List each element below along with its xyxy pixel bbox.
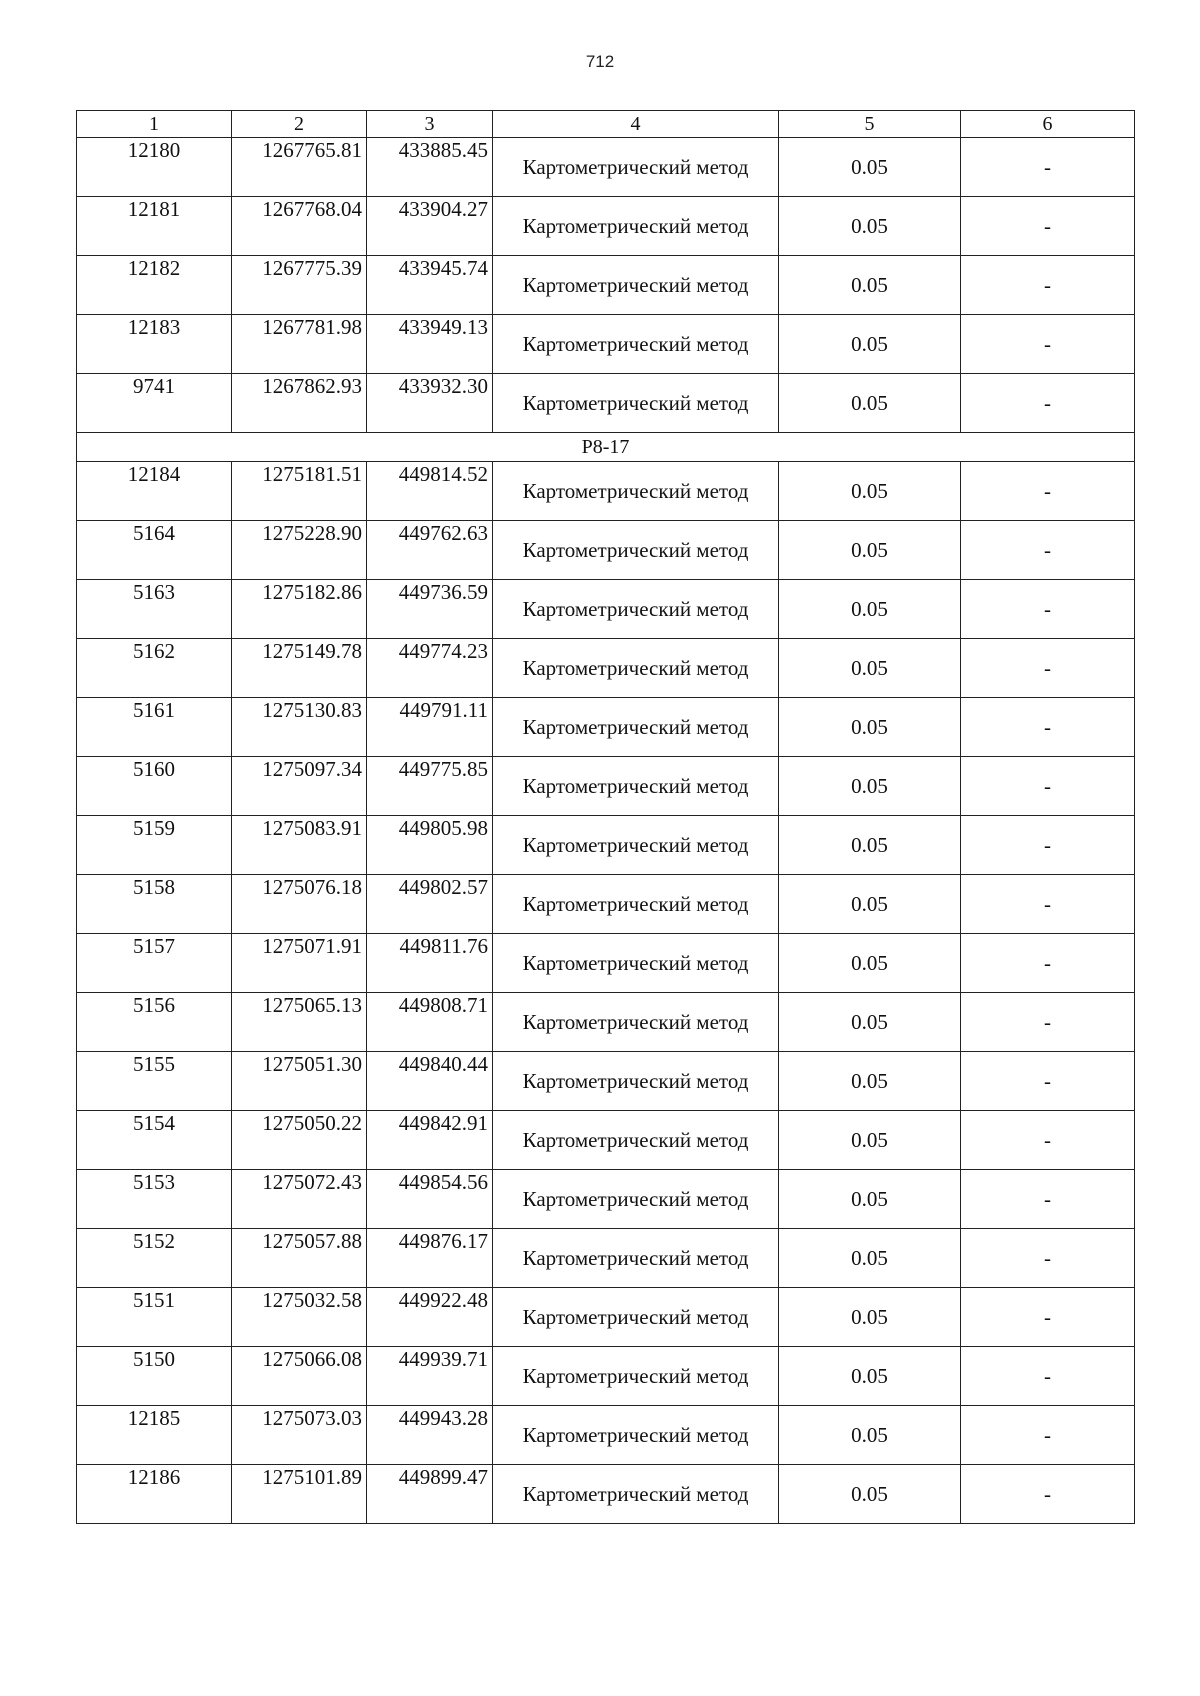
point-number-cell: 5155 — [77, 1052, 232, 1111]
table-row — [77, 1406, 1135, 1465]
column-header: 6 — [961, 111, 1135, 138]
note-cell: - — [961, 757, 1135, 816]
method-cell: Картометрический метод — [493, 197, 779, 256]
point-number-cell: 5153 — [77, 1170, 232, 1229]
x-coordinate-cell: 1267768.04 — [232, 197, 367, 256]
precision-cell: 0.05 — [779, 875, 961, 934]
point-number-cell: 5158 — [77, 875, 232, 934]
point-number-cell: 5154 — [77, 1111, 232, 1170]
point-number-cell: 5163 — [77, 580, 232, 639]
y-coordinate-cell: 433945.74 — [367, 256, 493, 315]
coordinates-table — [76, 110, 1135, 1524]
precision-cell: 0.05 — [779, 138, 961, 197]
note-cell: - — [961, 1052, 1135, 1111]
table-row — [77, 875, 1135, 934]
y-coordinate-cell: 449811.76 — [367, 934, 493, 993]
y-coordinate-cell: 449805.98 — [367, 816, 493, 875]
precision-cell: 0.05 — [779, 1406, 961, 1465]
table-row — [77, 315, 1135, 374]
y-coordinate-cell: 449762.63 — [367, 521, 493, 580]
y-coordinate-cell: 449943.28 — [367, 1406, 493, 1465]
note-cell: - — [961, 1170, 1135, 1229]
point-number-cell: 5160 — [77, 757, 232, 816]
table-row — [77, 1465, 1135, 1524]
precision-cell: 0.05 — [779, 521, 961, 580]
table-row — [77, 197, 1135, 256]
x-coordinate-cell: 1275182.86 — [232, 580, 367, 639]
table-row — [77, 1111, 1135, 1170]
page-number: 712 — [585, 52, 615, 71]
point-number-cell: 5162 — [77, 639, 232, 698]
x-coordinate-cell: 1275101.89 — [232, 1465, 367, 1524]
method-cell: Картометрический метод — [493, 698, 779, 757]
table-row — [77, 934, 1135, 993]
note-cell: - — [961, 462, 1135, 521]
method-cell: Картометрический метод — [493, 1406, 779, 1465]
x-coordinate-cell: 1275076.18 — [232, 875, 367, 934]
point-number-cell: 12186 — [77, 1465, 232, 1524]
y-coordinate-cell: 449736.59 — [367, 580, 493, 639]
method-cell: Картометрический метод — [493, 1111, 779, 1170]
point-number-cell: 12182 — [77, 256, 232, 315]
table-row — [77, 580, 1135, 639]
table-row — [77, 1229, 1135, 1288]
note-cell: - — [961, 816, 1135, 875]
point-number-cell: 12185 — [77, 1406, 232, 1465]
note-cell: - — [961, 934, 1135, 993]
precision-cell: 0.05 — [779, 256, 961, 315]
precision-cell: 0.05 — [779, 1111, 961, 1170]
column-header: 5 — [779, 111, 961, 138]
precision-cell: 0.05 — [779, 1052, 961, 1111]
table-row — [77, 138, 1135, 197]
note-cell: - — [961, 1465, 1135, 1524]
x-coordinate-cell: 1275050.22 — [232, 1111, 367, 1170]
y-coordinate-cell: 433932.30 — [367, 374, 493, 433]
note-cell: - — [961, 374, 1135, 433]
precision-cell: 0.05 — [779, 698, 961, 757]
method-cell: Картометрический метод — [493, 1465, 779, 1524]
point-number-cell: 5157 — [77, 934, 232, 993]
note-cell: - — [961, 1111, 1135, 1170]
precision-cell: 0.05 — [779, 816, 961, 875]
precision-cell: 0.05 — [779, 1288, 961, 1347]
y-coordinate-cell: 449854.56 — [367, 1170, 493, 1229]
x-coordinate-cell: 1275066.08 — [232, 1347, 367, 1406]
precision-cell: 0.05 — [779, 1347, 961, 1406]
method-cell: Картометрический метод — [493, 256, 779, 315]
precision-cell: 0.05 — [779, 934, 961, 993]
precision-cell: 0.05 — [779, 1170, 961, 1229]
precision-cell: 0.05 — [779, 580, 961, 639]
precision-cell: 0.05 — [779, 757, 961, 816]
method-cell: Картометрический метод — [493, 875, 779, 934]
y-coordinate-cell: 449774.23 — [367, 639, 493, 698]
y-coordinate-cell: 449775.85 — [367, 757, 493, 816]
section-header-row — [77, 433, 1135, 462]
method-cell: Картометрический метод — [493, 580, 779, 639]
y-coordinate-cell: 433904.27 — [367, 197, 493, 256]
x-coordinate-cell: 1267765.81 — [232, 138, 367, 197]
table-row — [77, 1170, 1135, 1229]
column-header: 2 — [232, 111, 367, 138]
note-cell: - — [961, 1229, 1135, 1288]
method-cell: Картометрический метод — [493, 315, 779, 374]
y-coordinate-cell: 449899.47 — [367, 1465, 493, 1524]
precision-cell: 0.05 — [779, 197, 961, 256]
y-coordinate-cell: 449808.71 — [367, 993, 493, 1052]
table-row — [77, 816, 1135, 875]
x-coordinate-cell: 1275032.58 — [232, 1288, 367, 1347]
precision-cell: 0.05 — [779, 462, 961, 521]
table-row — [77, 757, 1135, 816]
x-coordinate-cell: 1275149.78 — [232, 639, 367, 698]
method-cell: Картометрический метод — [493, 521, 779, 580]
point-number-cell: 5151 — [77, 1288, 232, 1347]
x-coordinate-cell: 1275181.51 — [232, 462, 367, 521]
method-cell: Картометрический метод — [493, 1170, 779, 1229]
note-cell: - — [961, 639, 1135, 698]
y-coordinate-cell: 449922.48 — [367, 1288, 493, 1347]
y-coordinate-cell: 449876.17 — [367, 1229, 493, 1288]
point-number-cell: 12180 — [77, 138, 232, 197]
table-header-row — [77, 111, 1135, 138]
x-coordinate-cell: 1267862.93 — [232, 374, 367, 433]
y-coordinate-cell: 449842.91 — [367, 1111, 493, 1170]
point-number-cell: 5150 — [77, 1347, 232, 1406]
y-coordinate-cell: 449814.52 — [367, 462, 493, 521]
y-coordinate-cell: 433885.45 — [367, 138, 493, 197]
column-header: 1 — [77, 111, 232, 138]
table-row — [77, 993, 1135, 1052]
table-row — [77, 1347, 1135, 1406]
point-number-cell: 12183 — [77, 315, 232, 374]
table-row — [77, 374, 1135, 433]
method-cell: Картометрический метод — [493, 1288, 779, 1347]
x-coordinate-cell: 1275073.03 — [232, 1406, 367, 1465]
y-coordinate-cell: 449791.11 — [367, 698, 493, 757]
y-coordinate-cell: 433949.13 — [367, 315, 493, 374]
x-coordinate-cell: 1275071.91 — [232, 934, 367, 993]
method-cell: Картометрический метод — [493, 1229, 779, 1288]
point-number-cell: 5152 — [77, 1229, 232, 1288]
table-row — [77, 698, 1135, 757]
x-coordinate-cell: 1275051.30 — [232, 1052, 367, 1111]
x-coordinate-cell: 1267781.98 — [232, 315, 367, 374]
x-coordinate-cell: 1267775.39 — [232, 256, 367, 315]
x-coordinate-cell: 1275083.91 — [232, 816, 367, 875]
note-cell: - — [961, 1347, 1135, 1406]
precision-cell: 0.05 — [779, 1465, 961, 1524]
x-coordinate-cell: 1275057.88 — [232, 1229, 367, 1288]
method-cell: Картометрический метод — [493, 934, 779, 993]
x-coordinate-cell: 1275065.13 — [232, 993, 367, 1052]
point-number-cell: 5161 — [77, 698, 232, 757]
precision-cell: 0.05 — [779, 374, 961, 433]
precision-cell: 0.05 — [779, 1229, 961, 1288]
table-row — [77, 1288, 1135, 1347]
note-cell: - — [961, 197, 1135, 256]
table-row — [77, 521, 1135, 580]
method-cell: Картометрический метод — [493, 757, 779, 816]
column-header: 4 — [493, 111, 779, 138]
precision-cell: 0.05 — [779, 993, 961, 1052]
note-cell: - — [961, 1288, 1135, 1347]
section-title: Р8-17 — [77, 433, 1135, 462]
y-coordinate-cell: 449802.57 — [367, 875, 493, 934]
method-cell: Картометрический метод — [493, 1347, 779, 1406]
note-cell: - — [961, 256, 1135, 315]
table-row — [77, 639, 1135, 698]
note-cell: - — [961, 315, 1135, 374]
column-header: 3 — [367, 111, 493, 138]
table-body — [77, 138, 1135, 1524]
note-cell: - — [961, 521, 1135, 580]
method-cell: Картометрический метод — [493, 1052, 779, 1111]
x-coordinate-cell: 1275072.43 — [232, 1170, 367, 1229]
method-cell: Картометрический метод — [493, 138, 779, 197]
method-cell: Картометрический метод — [493, 816, 779, 875]
note-cell: - — [961, 875, 1135, 934]
point-number-cell: 5156 — [77, 993, 232, 1052]
note-cell: - — [961, 698, 1135, 757]
table-row — [77, 1052, 1135, 1111]
method-cell: Картометрический метод — [493, 374, 779, 433]
method-cell: Картометрический метод — [493, 462, 779, 521]
x-coordinate-cell: 1275130.83 — [232, 698, 367, 757]
x-coordinate-cell: 1275228.90 — [232, 521, 367, 580]
precision-cell: 0.05 — [779, 315, 961, 374]
table-row — [77, 256, 1135, 315]
note-cell: - — [961, 1406, 1135, 1465]
method-cell: Картометрический метод — [493, 639, 779, 698]
note-cell: - — [961, 138, 1135, 197]
y-coordinate-cell: 449939.71 — [367, 1347, 493, 1406]
point-number-cell: 5159 — [77, 816, 232, 875]
note-cell: - — [961, 993, 1135, 1052]
note-cell: - — [961, 580, 1135, 639]
point-number-cell: 12181 — [77, 197, 232, 256]
point-number-cell: 9741 — [77, 374, 232, 433]
y-coordinate-cell: 449840.44 — [367, 1052, 493, 1111]
table-row — [77, 462, 1135, 521]
method-cell: Картометрический метод — [493, 993, 779, 1052]
x-coordinate-cell: 1275097.34 — [232, 757, 367, 816]
point-number-cell: 5164 — [77, 521, 232, 580]
precision-cell: 0.05 — [779, 639, 961, 698]
point-number-cell: 12184 — [77, 462, 232, 521]
